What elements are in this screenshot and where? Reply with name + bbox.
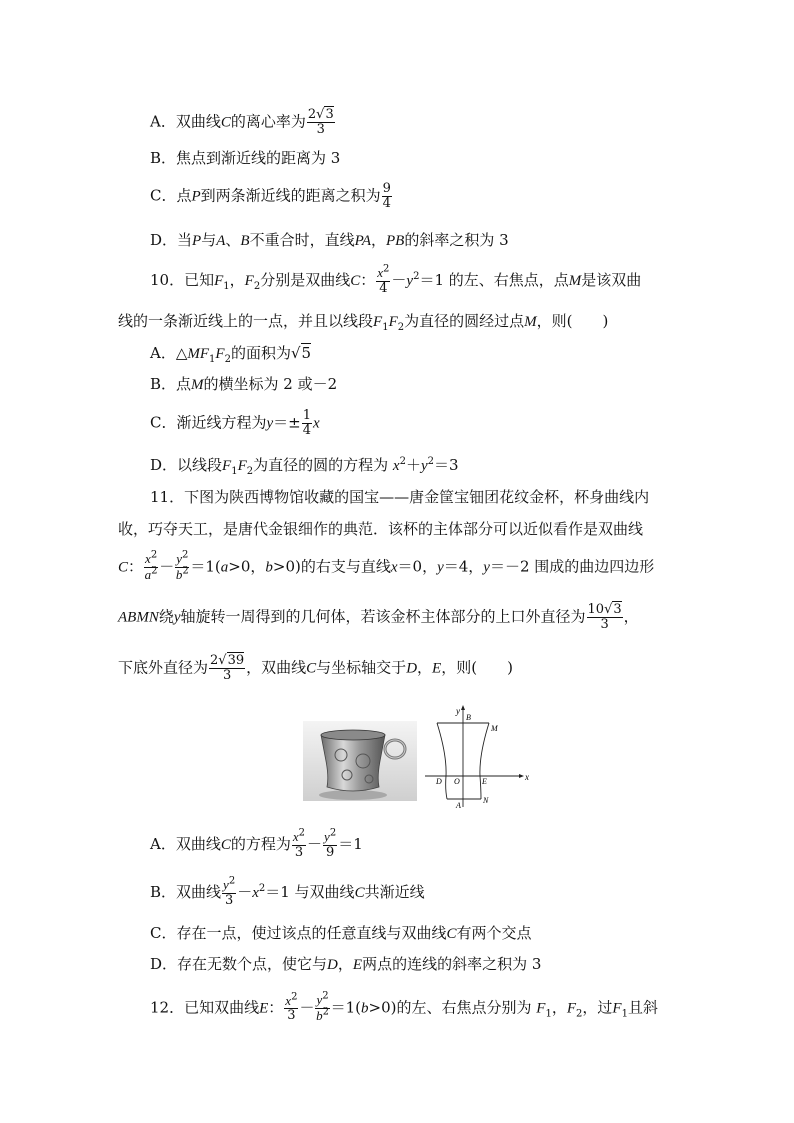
label-d: D	[436, 777, 442, 786]
label-e: E	[482, 777, 487, 786]
q10-option-c: C．渐近线方程为y＝± $\frac{1}{4}$ x	[150, 408, 320, 438]
q11-stem-line-5: 下底外直径为 $\frac{2√39}{3}$ ，双曲线C与坐标轴交于D，E，则( )	[118, 653, 513, 683]
q11-stem-line-3: C： $\frac{x^2}{a^2}$ － $\frac{y^2}{b^2}$ ＝1(a>0，b>0)的右支与直线x＝0，y＝4，y＝－2 围成的曲边四边形	[118, 549, 655, 582]
q9-option-d: D．当P与A、B不重合时，直线PA，PB的斜率之积为 3	[150, 231, 509, 249]
q10-stem-line-1: 10．已知$F_1$，$F_2$分别是双曲线C： $\frac{x^2}{4}$ $-y^2=1$ 的左、右焦点，点M是该双曲	[150, 263, 642, 296]
gold-cup-photo	[303, 721, 417, 801]
q10-option-d: D．以线段$F_1F_2$为直径的圆的方程为 $x^2+y^2=3$	[150, 456, 459, 477]
right-branch	[480, 723, 489, 799]
q11-option-b: B．双曲线 $\frac{y^2}{3}$ $-x^2=1$ 与双曲线C共渐近线	[150, 875, 425, 908]
q11-stem-line-1: 11．下图为陕西博物馆收藏的国宝——唐金筐宝钿团花纹金杯，杯身曲线内	[150, 488, 650, 506]
label-b: B	[466, 713, 471, 722]
q9-option-a: A．双曲线C的离心率为 $\frac{2√3}{3}$	[150, 107, 334, 137]
q9-option-c: C．点P到两条渐近线的距离之积为 $\frac{9}{4}$	[150, 181, 391, 211]
q11-stem-line-2: 收，巧夺天工，是唐代金银细作的典范．该杯的主体部分可以近似看作是双曲线	[118, 520, 644, 538]
q10-option-b: B．点M的横坐标为 2 或－2	[150, 375, 338, 393]
label-a: A	[456, 801, 461, 810]
q11-stem-line-4: ABMN绕y轴旋转一周得到的几何体，若该金杯主体部分的上口外直径为 $\frac{10√3}{3}$ ，	[118, 602, 639, 632]
label-x: x	[525, 772, 529, 782]
left-branch	[437, 723, 447, 799]
q11-option-c: C．存在一点，使过该点的任意直线与双曲线C有两个交点	[150, 924, 532, 942]
label-m: M	[491, 724, 498, 733]
q11-option-a: A．双曲线C的方程为 $\frac{x^2}{3}$ － $\frac{y^2}{9}$ ＝1	[150, 827, 363, 860]
q12-stem-line-1: 12．已知双曲线E： $\frac{x^2}{3}$ － $\frac{y^2}{b^2}$ ＝1(b>0)的左、右焦点分别为 $F_1$，$F_2$，过$F_1$且斜	[150, 990, 658, 1024]
label-y: y	[456, 706, 460, 716]
q9-option-b: B．焦点到渐近线的距离为 3	[150, 149, 341, 167]
hyperbola-cup-diagram	[425, 705, 530, 810]
label-o: O	[454, 777, 460, 786]
q10-stem-line-2: 线的一条渐近线上的一点，并且以线段$F_1F_2$为直径的圆经过点M，则( )	[118, 312, 609, 333]
label-n: N	[483, 796, 489, 805]
q10-option-a: A．$\triangle MF_1F_2$的面积为√5	[150, 344, 312, 365]
q11-option-d: D．存在无数个点，使它与D，E两点的连线的斜率之积为 3	[150, 955, 542, 973]
